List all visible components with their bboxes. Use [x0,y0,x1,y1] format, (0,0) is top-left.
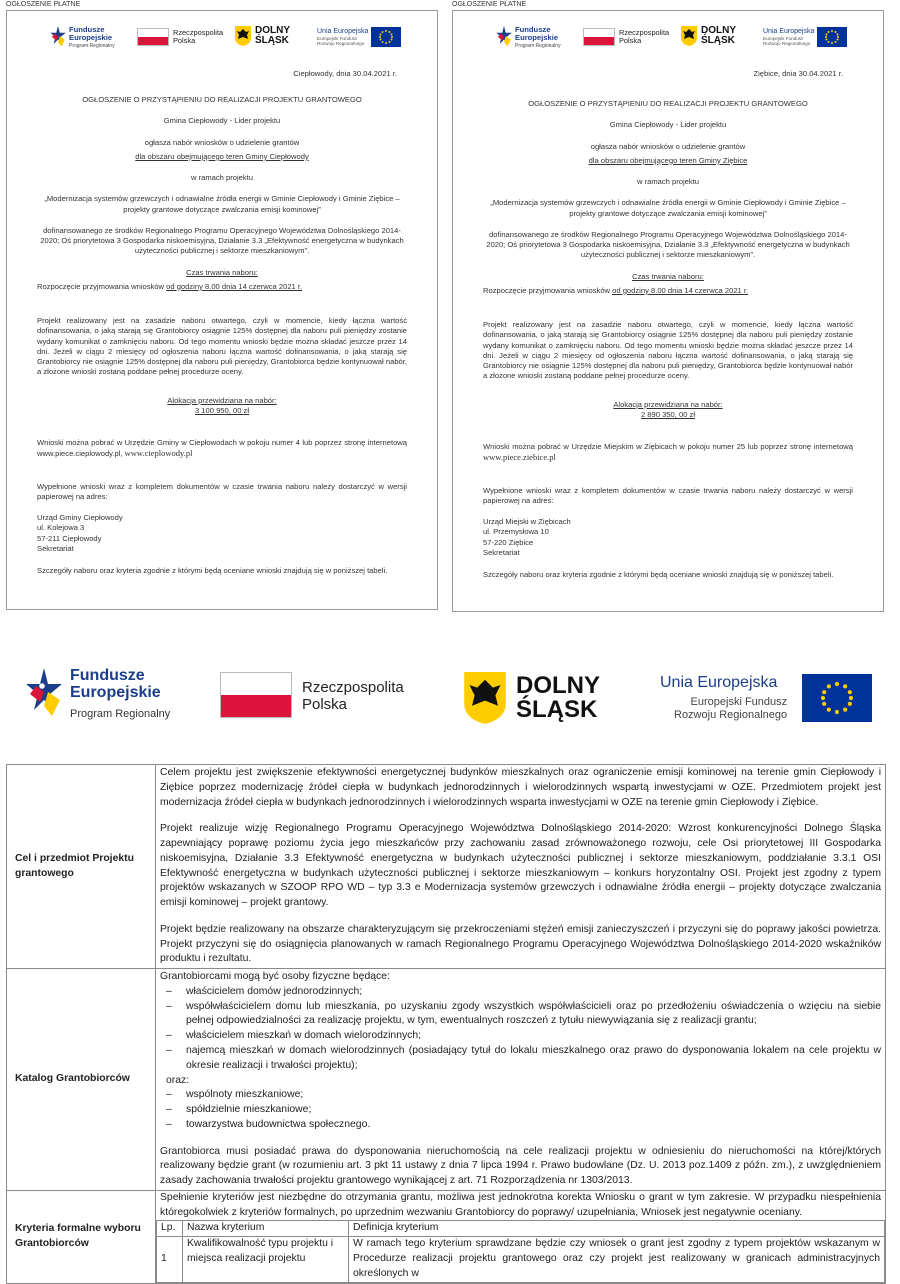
fe-line2: Europejskie [70,683,161,701]
catalog-intro: Grantobiorcami mogą być osoby fizyczne będące: [160,971,390,983]
ue-line3: Rozwoju Regionalnego [763,41,811,47]
ds-line1: DOLNY [255,25,290,36]
notice-title: OGŁOSZENIE O PRZYSTĄPIENIU DO REALIZACJI PROJEKTU GRANTOWEGO [528,99,808,108]
fundusze-europejskie-logo [49,23,139,53]
eu-flag-icon [371,27,401,47]
ue-line2: Europejski Fundusz [317,36,358,41]
announces: ogłasza nabór wniosków o udzielenie grantów [590,141,746,151]
criteria-table [156,1220,885,1282]
start-prefix: Rozpoczęcie przyjmowania wniosków [483,285,613,295]
eu-flag-icon [802,674,872,722]
download-info [483,442,853,464]
goal-cell [156,765,886,969]
addr-line3: 57-220 Ziębice [483,537,534,547]
list-item: – najemcą mieszkań w domach wielorodzinnych (posiadający tytuł do lokalu mieszkalnego oraz prawo do dysponowania lokalem na cele projektu w okresie realizacji i trwałości projektu); [160,1044,881,1074]
logo-row [0,660,900,730]
addr-line1: Urząd Miejski w Ziębicach [483,517,571,527]
poland-flag-icon [137,28,169,46]
catalog-oraz: oraz: [166,1074,190,1086]
fundusze-europejskie-logo [495,23,585,53]
allocation-value: 2 890 350, 00 zł [640,409,696,419]
announces: ogłasza nabór wniosków o udzielenie grantów [144,137,300,147]
addr-line4: Sekretariat [37,543,74,553]
list-item: – towarzystwa budownictwa społecznego. [160,1118,881,1133]
rp-line2: Polska [302,695,348,713]
download-url[interactable]: www.cieplowody.pl [124,448,193,459]
catalog-list [160,985,881,1074]
notice-body [37,95,407,587]
criteria-cell [156,1190,886,1283]
fe-line3: Program Regionalny [69,43,115,49]
eagle-shield-icon [464,672,506,724]
open-call: Projekt realizowany jest na zasadzie naboru otwartego, czyli w momencie, kiedy łączna wartość dofinansowania, o jaką starają się Grantobiorcy osiągnie 125% dostępnej dla naboru puli pieniędzy zostanie wydany komunikat o zamknięciu naboru. Od tego momentu wnioski będzie można składać jeszcze przez 14 dni. Jeżeli w ciągu 2 miesięcy od ogłoszenia naboru łączna wartość dofinansowania, o jaką starają się Grantobiorcy nie osiągnie 125% dostępnej dla naboru puli pieniędzy, Grantobiorca będzie kontynuował nabór a złożone wnioski zostaną poddane pełnej procedurze oceny. [483,320,853,381]
fe-line2: Europejskie [69,32,113,42]
poland-flag-icon [583,28,615,46]
list-item: – właścicielem mieszkań w domach wielorodzinnych; [160,1029,881,1044]
addr-line1: Urząd Gminy Ciepłowody [37,513,123,523]
leader: Gmina Ciepłowody - Lider projektu [163,116,281,126]
catalog-head: Katalog Grantobiorców [7,969,156,1191]
eagle-shield-icon [681,26,697,46]
start-value: od godziny 8.00 dnia 14 czerwca 2021 r. [612,285,749,295]
area: dla obszaru obejmującego teren Gminy Ciepłowody [135,151,309,161]
unia-europejska-logo-large [660,660,874,730]
fe-line2: Europejskie [515,32,559,42]
place-date: Ciepłowody, dnia 30.04.2021 r. [293,69,397,78]
row-name: Kwalifikowalność typu projektu i miejsca realizacji projektu [183,1237,349,1282]
addr-line2: ul. Przemysłowa 10 [483,527,549,537]
rzeczpospolita-logo [137,23,227,53]
start-prefix: Rozpoczęcie przyjmowania wniosków [37,281,167,291]
goal-paragraph-2: Projekt realizuje wizję Regionalnego Programu Operacyjnego Województwa Dolnośląskiego 2014-2020: Wzrost konkurencyjności Dolnego Śląska zapewniający poprawę poziomu życia jego mieszkańców przy zachowaniu zasad zrównoważonego rozwoju, cele Osi priorytetowej III Gospodarka niskoemisyjna, Działanie 3.3 Efektywność energetyczna w budynkach użyteczności publicznej i sektorze mieszkaniowym, poddziałanie 3.3.1 OSI Efektywność energetyczna w budynkach użyteczności publicznej i sektorze mieszkaniowym – konkurs horyzontalny OSI. Projekt jest zgodny z typem projektów wskazanych w SZOOP RPO WD – typ 3.3 e Modernizacja systemów grzewczych i odnawialne źródła energii – projekty dotyczące zwalczania emisji kominowej – projekt grantowy. [160,823,881,909]
ue-line1: Unia Europejska [660,674,778,691]
fundusze-europejskie-logo-large [24,660,194,730]
area: dla obszaru obejmującego teren Gminy Ziębice [588,155,748,165]
goal-paragraph-1: Celem projektu jest zwiększenie efektywności energetycznej budynków mieszkalnych oraz ograniczenie emisji kominowej na terenie gmin Ciepłowody i Ziębice poprzez modernizację źródeł ciepła w budynkach jednorodzinnych i wielorodzinnych wspartą inwestycjami w OZE. Przedmiotem projekt jest modernizacja źródeł ciepła w budynkach jednorodzinnych i wielorodzinnych wsparta inwestycjami w OZE na terenie gmin Ciepłowody i Ziębice. [160,767,881,808]
rzeczpospolita-logo-large [220,660,430,730]
project-name: „Modernizacja systemów grzewczych i odnawialne źródła energii w Gminie Ciepłowody i Gminie Ziębice – projekty grantowe dotyczące zwalczania emisji kominowej” [44,194,400,214]
address [483,517,853,558]
list-item: – wspólnoty mieszkaniowe; [160,1088,881,1103]
fe-line1: Fundusze [515,25,551,34]
leader: Gmina Ciepłowody - Lider projektu [609,120,727,130]
address [37,513,407,554]
catalog-cell [156,969,886,1191]
funding: dofinansowanego ze środków Regionalnego Programu Operacyjnego Województwa Dolnośląskiego 2014-2020; Oś priorytetowa 3 Gospodarka niskoemisyjna, Działanie 3.3 „Efektywność energetyczna w budynkach użyteczności publicznej i sektorze mieszkaniowym”. [40,225,404,256]
dolny-slask-logo [681,23,751,53]
start-date [37,282,407,292]
goal-head: Cel i przedmiot Projektu grantowego [7,765,156,969]
fe-line3: Program Regionalny [515,43,561,49]
fe-star-icon [24,664,64,724]
ue-line3: Rozwoju Regionalnego [317,41,365,47]
deliver-info: Wypełnione wnioski wraz z kompletem dokumentów w czasie trwania naboru należy dostarczyć w wersji papierowej na adres: [37,481,407,501]
list-item: – spółdzielnie mieszkaniowe; [160,1103,881,1118]
start-date [483,286,853,296]
notice-logos [495,23,853,55]
allocation-label: Alokacja przewidziana na nabór: [613,399,723,409]
table-row [7,969,886,1191]
duration-label: Czas trwania naboru: [632,271,704,281]
allocation-label: Alokacja przewidziana na nabór: [167,395,277,405]
notice-logos [49,23,407,55]
list-item: – właścicielem domów jednorodzinnych; [160,985,881,1000]
ds-line2: ŚLĄSK [516,696,598,723]
within: w ramach projektu [636,177,700,186]
row-def: W ramach tego kryterium sprawdzane będzie czy wniosek o grant jest zgodny z typem projektów wskazanym w Procedurze realizacji projektu grantowego oraz czy projekt jest realizowany w granicach administracyjnych określonych w [349,1237,885,1282]
list-item: – współwłaścicielem domu lub mieszkania, po uzyskaniu zgody wszystkich współwłaścicieli oraz po przedłożeniu oświadczenia o wzięciu na siebie pełnej odpowiedzialności za realizację projektu, w tym, ewentualnych roszczeń z tytułu niewywiązania się z realizacji grantu; [160,1000,881,1030]
row-lp: 1 [157,1237,183,1282]
notice-title: OGŁOSZENIE O PRZYSTĄPIENIU DO REALIZACJI PROJEKTU GRANTOWEGO [82,95,362,104]
ue-line1: Unia Europejska [317,28,369,35]
rp-line2: Polska [173,36,196,46]
table-row [157,1221,885,1237]
col-lp: Lp. [157,1221,183,1237]
unia-europejska-logo [317,23,407,53]
eagle-shield-icon [235,26,251,46]
notice-body [483,99,853,591]
paid-label-right: OGŁOSZENIE PŁATNE [452,1,527,8]
fe-line3: Program Regionalny [70,708,171,720]
rp-line1: Rzeczpospolita [302,679,404,696]
rzeczpospolita-logo [583,23,673,53]
table-row [7,1190,886,1283]
addr-line3: 57-211 Ciepłowody [37,533,102,543]
col-name: Nazwa kryterium [183,1221,349,1237]
ue-line2: Europejski Fundusz [690,696,788,708]
rp-line1: Rzeczpospolita [619,28,670,37]
ds-line1: DOLNY [516,672,600,699]
grant-details-table [6,764,886,1284]
details: Szczegóły naboru oraz kryteria zgodnie z którymi będą oceniane wnioski znajdują się w poniższej tabeli. [37,566,388,576]
addr-line2: ul. Kolejowa 3 [37,523,85,533]
ds-line1: DOLNY [701,25,736,36]
details: Szczegóły naboru oraz kryteria zgodnie z którymi będą oceniane wnioski znajdują się w poniższej tabeli. [483,570,834,580]
dolny-slask-logo [235,23,305,53]
download-text: Wnioski można pobrać w Urzędzie Gminy w Ciepłowodach w pokoju numer 4 lub poprzez stronę internetową www.piece.cieplowody.pl, [37,438,407,459]
ue-line3: Rozwoju Regionalnego [674,708,788,721]
notice-cieplowody [6,10,438,610]
rp-line2: Polska [619,36,642,46]
rp-line1: Rzeczpospolita [173,28,224,37]
fe-line1: Fundusze [70,667,145,684]
download-text: Wnioski można pobrać w Urzędzie Miejskim w Ziębicach w pokoju numer 25 lub poprzez stronę internetową [483,442,853,451]
notice-ziebice [452,10,884,612]
col-def: Definicja kryterium [349,1221,885,1237]
within: w ramach projektu [190,173,254,182]
paid-label-left: OGŁOSZENIE PŁATNE [6,1,81,8]
unia-europejska-logo [763,23,853,53]
fe-star-icon [49,25,67,49]
fe-line1: Fundusze [69,25,105,34]
criteria-head: Kryteria formalne wyboru Grantobiorców [7,1190,156,1283]
table-row [7,765,886,969]
poland-flag-icon [220,672,292,718]
addr-line4: Sekretariat [483,547,520,557]
dolny-slask-logo-large [464,660,634,730]
download-info [37,438,407,460]
start-value: od godziny 8.00 dnia 14 czerwca 2021 r. [166,281,303,291]
allocation-value: 3 100 950, 00 zł [194,405,250,415]
catalog-note: Grantobiorca musi posiadać prawa do dysponowania nieruchomością na cele realizacji projektu w odniesieniu do nieruchomości na której/których realizowany będzie grant (w rozumieniu art. 3 pkt 11 ustawy z dnia 7 lipca 1994 r. Prawo budowlane (Dz. U. 2013 poz.1409 z późn. zm.), z uwzględnieniem zasady zachowania trwałości projektu grantowego wynikającej z art. 71 Rozporządzenia nr 1303/2013. [160,1145,881,1187]
open-call: Projekt realizowany jest na zasadzie naboru otwartego, czyli w momencie, kiedy łączna wartość dofinansowania, o jaką starają się Grantobiorcy osiągnie 125% dostępnej dla naboru puli pieniędzy zostanie wydany komunikat o zamknięciu naboru. Od tego momentu wnioski będzie można składać jeszcze przez 14 dni. Jeżeli w ciągu 2 miesięcy od ogłoszenia naboru łączna wartość dofinansowania, o jaką starają się Grantobiorcy nie osiągnie 125% dostępnej dla naboru puli pieniędzy, Grantobiorca będzie kontynuował nabór, a złożone wnioski zostaną poddane pełnej procedurze oceny. [37,316,407,377]
fe-star-icon [495,25,513,49]
download-url[interactable]: www.piece.ziebice.pl [483,452,556,463]
duration-label: Czas trwania naboru: [186,267,258,277]
table-row [157,1237,885,1282]
ds-line2: ŚLĄSK [701,35,735,46]
catalog-list-2 [160,1088,881,1132]
ue-line2: Europejski Fundusz [763,36,804,41]
deliver-info: Wypełnione wnioski wraz z kompletem dokumentów w czasie trwania naboru należy dostarczyć w wersji papierowej na adres: [483,485,853,505]
place-date: Ziębice, dnia 30.04.2021 r. [753,69,843,78]
ds-line2: ŚLĄSK [255,35,289,46]
ue-line1: Unia Europejska [763,28,815,35]
goal-paragraph-3: Projekt będzie realizowany na obszarze charakteryzującym się przekroczeniami stężeń emisji zanieczyszczeń i przyczyni się do poprawy jakości powietrza. Projekt przyczyni się do osiągnięcia planowanych w ramach Regionalnego Programu Operacyjnego Województwa Dolnośląskiego 2014-2020 wskaźników produktu i rezultatu. [160,923,881,965]
criteria-intro: Spełnienie kryteriów jest niezbędne do otrzymania grantu, możliwa jest jednokrotna korekta Wniosku o grant w tym zakresie. W przypadku niespełnienia któregokolwiek z kryteriów formalnych, po uprzednim wezwaniu Grantobiorcy do poprawy/ uzupełniania, Wniosek jest negatywnie oceniany. [160,1191,881,1218]
funding: dofinansowanego ze środków Regionalnego Programu Operacyjnego Województwa Dolnośląskiego 2014-2020; Oś priorytetowa 3 Gospodarka niskoemisyjna, Działanie 3.3 „Efektywność energetyczna w budynkach użyteczności publicznej i sektorze mieszkaniowym”. [486,229,850,260]
eu-flag-icon [817,27,847,47]
project-name: „Modernizacja systemów grzewczych i odnawialne źródła energii w Gminie Ciepłowody i Gminie Ziębice – projekty grantowe dotyczące zwalczania emisji kominowej” [490,198,846,218]
